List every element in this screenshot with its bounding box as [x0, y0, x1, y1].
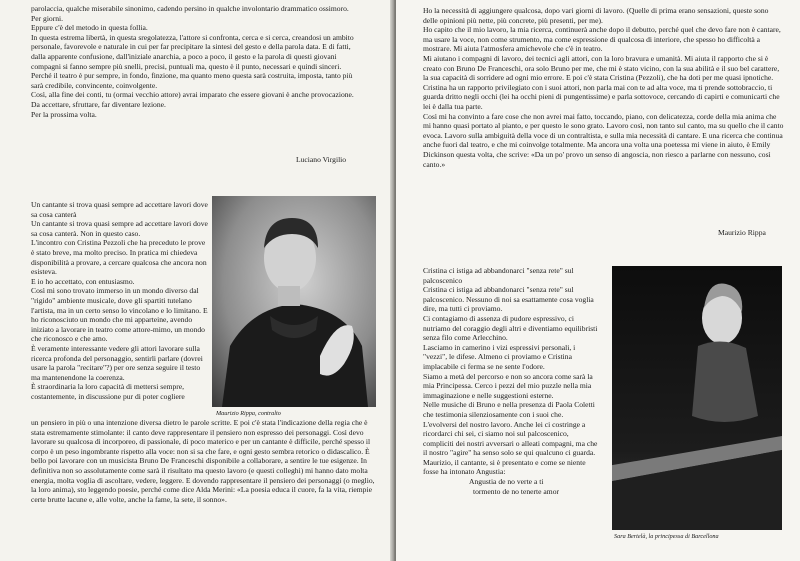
paragraph: Così mi ha convinto a fare cose che non avrei mai fatto, toccando, piano, con delicatezza, corde della mia anima che mi hanno quasi portato al pianto, e per questo le sono grato. Lavoro così, non tanto sul canto, ma su quello che il canto evoca. Lavoro sulla ambiguità della voce di un contraltista, e sulla mia necessità di cantare. E una ricerca che continua anche fuori dal teatro, e che mi coinvolge totalmente. Ma ancora una volta una poetessa mi viene in aiuto, è Emily Dickinson questa volta, che scrive: «Da un po' provo un senso di angoscia, non riesco a parlarne con nessuno, così canto.»	[423, 111, 784, 169]
paragraph: Cristina ha un rapporto privilegiato con i suoi attori, non parla mai con te ad alta voce, ma ti prende sottobraccio, ti guarda dritto negli occhi (lei ha occhi pieni di pungentissime) e parla sottovoce, cercando di capirti e comunicarti che lei è dalla tua parte.	[423, 82, 780, 111]
paragraph: Siamo a metà del percorso e non so ancora come sarà la mia Principessa. Cerco i pezzi del mio puzzle nella mia immaginazione e nelle suggestioni esterne.	[423, 371, 593, 400]
paragraph: Maurizio, il cantante, si è presentato e come se niente fosse ha intonato Angustia:	[423, 457, 586, 477]
paragraph: Mi aiutano i compagni di lavoro, dei tecnici agli attori, con la loro bravura e umanità. Mi aiuta il rapporto che si è creato con Bruno De Franceschi, ora solo Bruno per me, che mi è stato vicino, con la sua abilità e il suo bel carattere, la sua capacità di sorridere ad ogni mio errore. E poi c'è stata Cristina (Pezzoli), che ha doti per me quasi ipnotiche.	[423, 53, 780, 83]
paragraph: Ho capito che il mio lavoro, la mia ricerca, continuerà anche dopo il debutto, perché quel che devo fare non è cantare, ma usare la voce, non come strumento, ma come espressione di qualcosa di interiore, che spesso ho difficoltà a mostrare. Mi aiuta l'atmosfera amichevole che c'è in teatro.	[423, 25, 781, 54]
paragraph: Per la prossima volta.	[31, 109, 97, 119]
left-column-text	[31, 200, 209, 401]
paragraph: Un cantante si trova quasi sempre ad accettare lavori dove sa cosa canterà. Non in questo caso.	[31, 219, 208, 238]
signature-maurizio-rippa: Maurizio Rippa	[718, 228, 766, 237]
paragraph: Così mi sono trovato immerso in un mondo diverso dal "rigido" ambiente musicale, dove gli spartiti tutelano l'artista, ma in un certo senso lo vincolano e lo limitano. E ho riconosciuto un mondo che mi apparteine, avendo iniziato a lavorare in teatro come attore-mimo, un mondo che riconosco e che amo.	[31, 286, 208, 344]
paragraph: Ci contagiamo di assenza di pudore espressivo, ci nutriamo del coraggio degli altri e diventiamo equilibristi senza filo come Arlecchino.	[423, 313, 598, 343]
paragraph: Così, alla fine dei conti, tu (ormai vecchio attore) avrai imparato che essere giovani è anche provocazione.	[31, 90, 354, 100]
photo-caption: Maurizio Rippa, contralto	[216, 410, 281, 417]
article-heading: Cristina ci istiga ad abbandonarci "senza rete" sul palcoscenico	[423, 266, 574, 285]
photo-caption: Sara Bertelà, la principessa di Barcellona	[614, 533, 719, 540]
paragraph: Eppure c'è del metodo in questa follia.	[31, 23, 148, 33]
photo-sara-bertela	[612, 266, 782, 530]
paragraph: In questa estrema libertà, in questa sregolatezza, l'attore si confronta, cerca e si cerca, creandosi un ambito personale, favorevole e naturale in cui per far precipitare la sintesi del gesto e della parola data. E di fatti, dalla apparente confusione, dall'iniziale anarchia, a poco a poco, il gesto e la parola di questi giovani compagni si fanno sempre più snelli, precisi, puntuali ma, questo è il punto, necessari e quindi sinceri.	[31, 32, 354, 71]
poem-line: tormento de no tenerte amor	[473, 486, 560, 496]
left-bottom-text	[31, 418, 376, 504]
paragraph: Ho la necessità di aggiungere qualcosa, dopo vari giorni di lavoro. (Quelle di prima erano sensazioni, queste sono delle opinioni più nette, più concrete, più presenti, per me).	[423, 6, 769, 25]
right-page	[396, 0, 800, 561]
paragraph: L'evolversi del nostro lavoro. Anche lei ci costringe a ricordarci chi sei, ci siamo noi sul palcoscenico, compliciti dei nostri avversari o alleati compagni, ma che il nostro "agire" ha senso solo se qui qualcuno ci guarda.	[423, 419, 598, 458]
left-page	[0, 0, 393, 561]
paragraph: È veramente interessante vedere gli attori lavorare sulla ricerca profonda del personaggio, sentirli parlare (dovrei usare la parola "recitare"?) per ore senza seguire il testo ma mantenendone la coerenza.	[31, 343, 203, 382]
left-top-text	[31, 4, 361, 119]
paragraph: Nelle musiche di Bruno e nella presenza di Paola Coletti che testimonia silenziosamente con i suoi che.	[423, 400, 595, 419]
signature-luciano-virgilio: Luciano Virgilio	[296, 155, 347, 164]
paragraph: Da accettare, sfruttare, far diventare lezione.	[31, 99, 166, 109]
paragraph: un pensiero in più o una intenzione diversa dietro le parole scritte. E poi c'è stata l'indicazione della regia che è stata estremamente stimolante: il canto deve rappresentare il pensiero non espresso dei personaggi. Così devo lavorare su qualcosa di incorporeo, di passionale, di poco materico e per un cantante è difficile, perché spesso il corpo è un peso ingombrante rispetto alla voce: non si sa che fare, e ogni gesto sembra retorico o didascalico. È bello poi lavorare con un musicista Bruno De Franceschi disponibile a collaborare, a sentire le tue esigenze. In definitiva non so assolutamente come sarà il risultato ma questo lavoro (e questi colleghi) mi hanno dato molta energia, molta voglia di ascoltare, vedere, leggere. E dovendo rappresentare il pensiero dei personaggi (o meglio, la loro anima), sto leggendo poesie, perché come dice Alda Merini: «La poesia educa il cuore, fa la vita, riempie certe brutte lacune e, alle volte, anche la fame, la sete, il sonno».	[31, 418, 375, 504]
photo-maurizio-rippa	[212, 196, 376, 407]
paragraph: Lasciamo in camerino i vizi espressivi personali, i "vezzi", le difese. Almeno ci proviamo e Cristina implacabile ci ferma se ne sente l'odore.	[423, 342, 576, 371]
paragraph: parolaccia, qualche miserabile sinonimo, cadendo persino in qualche involontario drammatico ossimoro.	[31, 4, 349, 13]
paragraph: Cristina ci istiga ad abbandonarci "senza rete" sul palcoscenico. Nessuno di noi sa esattamente cosa voglia dire, ma tutti ci proviamo.	[423, 285, 594, 314]
poem-line: Angustia de no verte a ti	[469, 477, 544, 487]
right-top-text	[423, 6, 785, 169]
paragraph: E io ho accettato, con entusiasmo.	[31, 276, 135, 286]
article-heading: Un cantante si trova quasi sempre ad accettare lavori dove sa cosa canterà	[31, 200, 208, 219]
paragraph: L'incontro con Cristina Pezzoli che ha preceduto le prove è stato breve, ma molto preciso. In pratica mi chiedeva disponibilità a provare, a cercare qualcosa che ancora non esisteva.	[31, 238, 207, 277]
paragraph: È straordinaria la loro capacità di mettersi sempre, costantemente, in discussione pur di poter cogliere	[31, 382, 185, 401]
paragraph: Per giorni.	[31, 13, 64, 23]
right-column-text	[423, 266, 601, 496]
paragraph: Perché il teatro è pur sempre, in fondo, finzione, ma quanto meno questa sarà costruita, imposta, tanto più sarà credibile, convincente, coinvolgente.	[31, 71, 353, 90]
